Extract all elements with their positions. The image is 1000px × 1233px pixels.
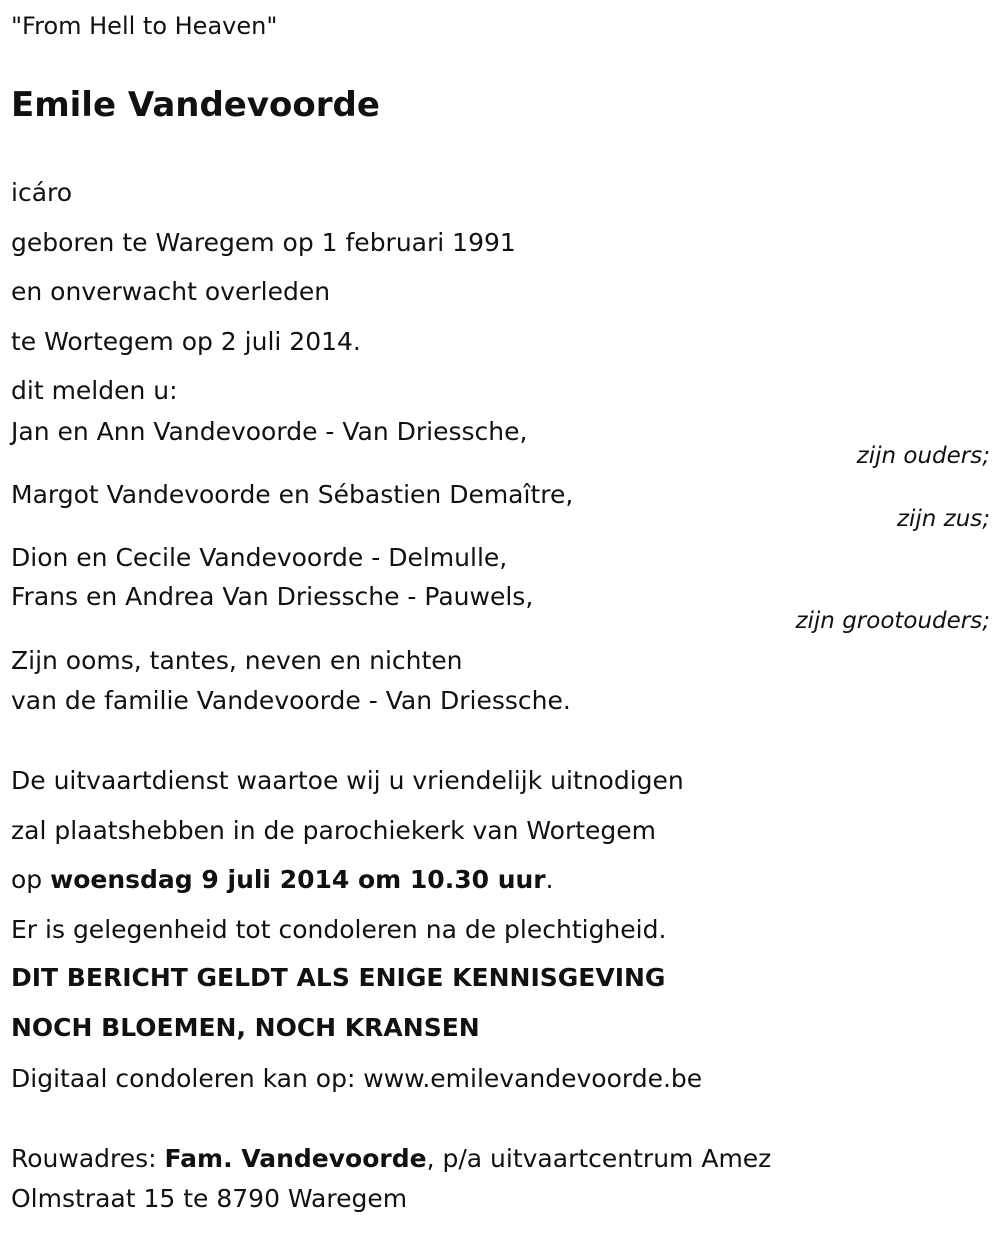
address-line-2: Olmstraat 15 te 8790 Waregem	[11, 1184, 408, 1213]
address-line-1	[11, 1143, 771, 1175]
online-condolence: Digitaal condoleren kan op: www.emilevandevoorde.be	[11, 1064, 703, 1093]
death-line-1: en onverwacht overleden	[11, 277, 331, 306]
role-parents: zijn ouders;	[856, 443, 990, 469]
address-suffix: , p/a uitvaartcentrum Amez	[426, 1144, 772, 1173]
birth-line: geboren te Waregem op 1 februari 1991	[11, 228, 516, 257]
service-line-1: De uitvaartdienst waartoe wij u vriendelijk uitnodigen	[11, 766, 684, 795]
service-date-suffix: .	[545, 865, 554, 894]
family-grandparents-1: Dion en Cecile Vandevoorde - Delmulle,	[11, 543, 508, 572]
nickname: icáro	[11, 178, 73, 207]
role-grandparents: zijn grootouders;	[795, 608, 990, 634]
service-date-line	[11, 864, 554, 896]
role-sister: zijn zus;	[896, 506, 990, 532]
family-grandparents-2: Frans en Andrea Van Driessche - Pauwels,	[11, 582, 534, 611]
quote: "From Hell to Heaven"	[11, 12, 278, 40]
notice-line-1: DIT BERICHT GELDT ALS ENIGE KENNISGEVING	[11, 963, 666, 992]
family-parents: Jan en Ann Vandevoorde - Van Driessche,	[11, 417, 528, 446]
notice-line-2: NOCH BLOEMEN, NOCH KRANSEN	[11, 1013, 480, 1042]
service-date: woensdag 9 juli 2014 om 10.30 uur	[50, 865, 546, 894]
deceased-name: Emile Vandevoorde	[11, 85, 380, 125]
death-line-2: te Wortegem op 2 juli 2014.	[11, 327, 361, 356]
family-sister: Margot Vandevoorde en Sébastien Demaître,	[11, 480, 574, 509]
condolence-line: Er is gelegenheid tot condoleren na de plechtigheid.	[11, 915, 667, 944]
service-date-prefix: op	[11, 865, 51, 894]
address-family: Fam. Vandevoorde	[164, 1144, 427, 1173]
family-relatives-1: Zijn ooms, tantes, neven en nichten	[11, 646, 463, 675]
address-prefix: Rouwadres:	[11, 1144, 165, 1173]
announce-line: dit melden u:	[11, 376, 178, 405]
service-line-2: zal plaatshebben in de parochiekerk van Wortegem	[11, 816, 657, 845]
family-relatives-2: van de familie Vandevoorde - Van Driessche.	[11, 686, 571, 715]
